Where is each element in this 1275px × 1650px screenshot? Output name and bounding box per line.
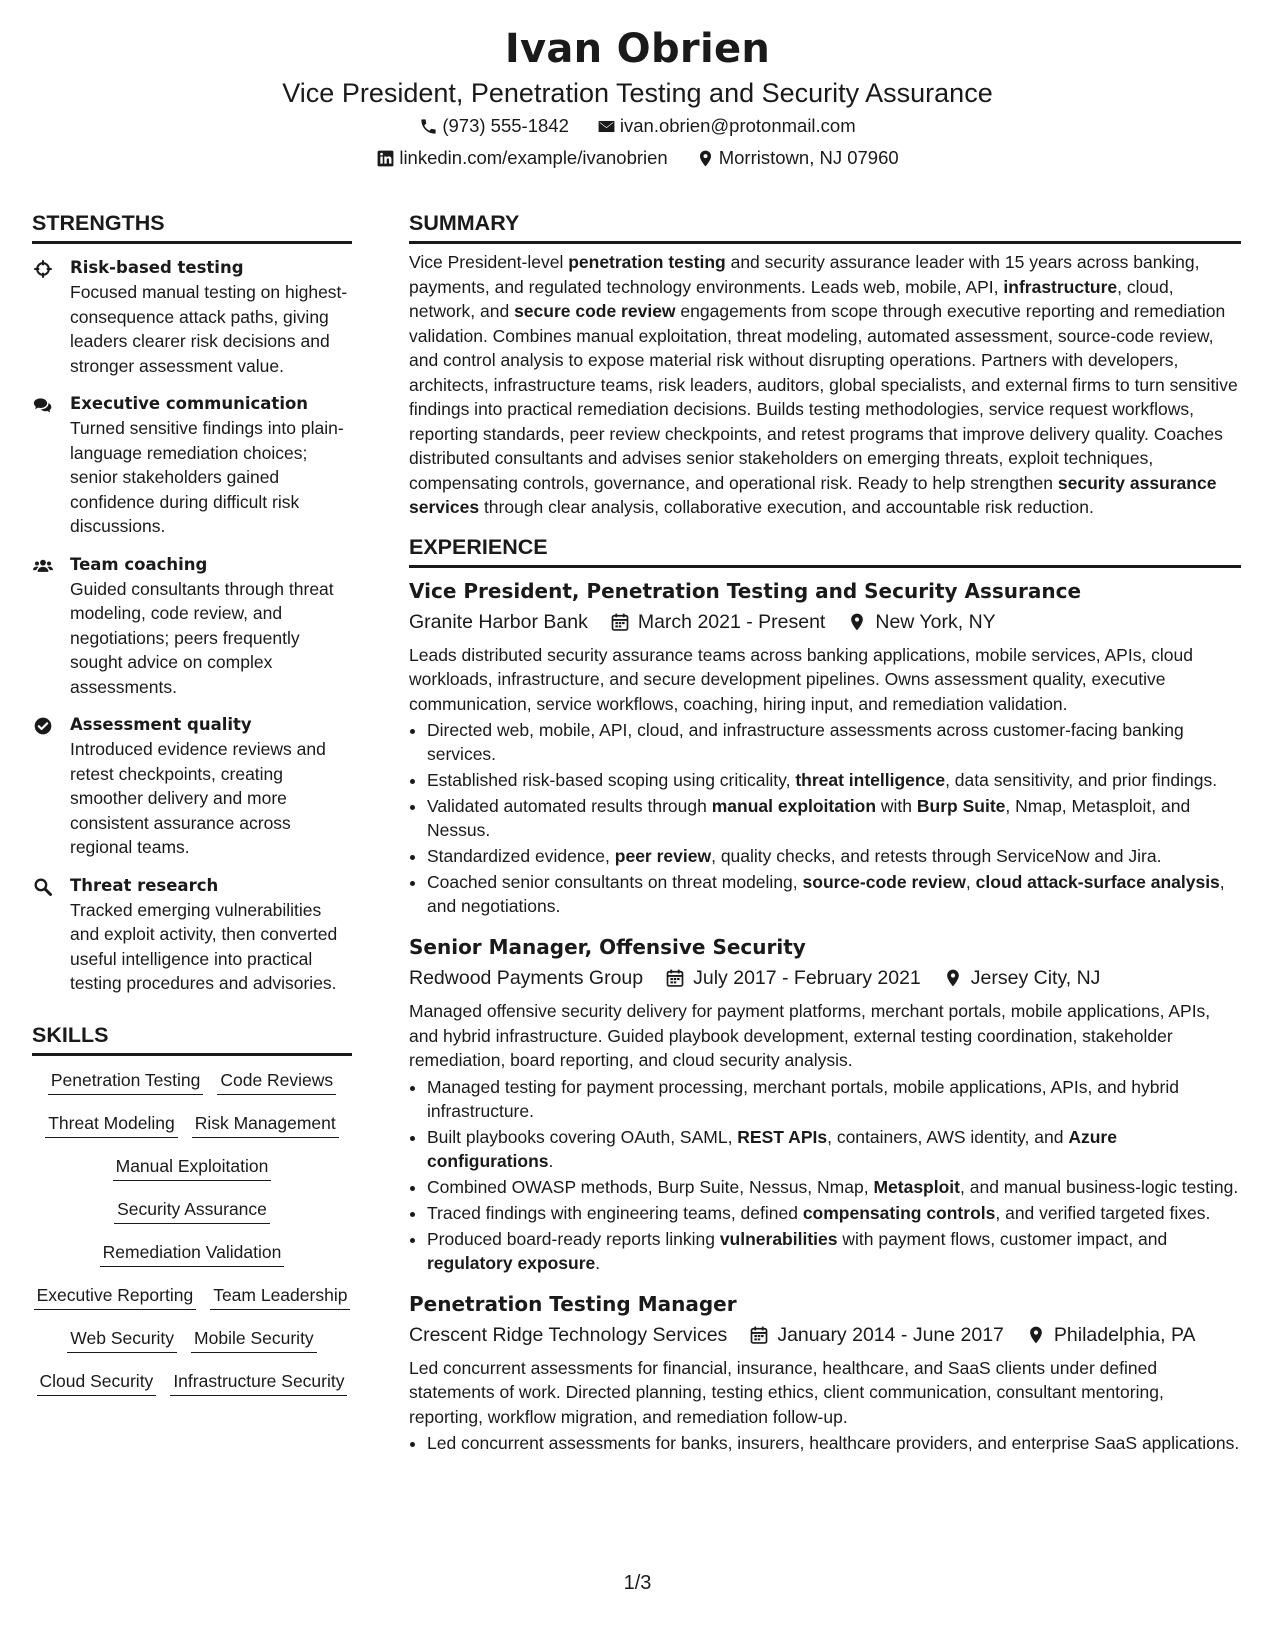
contact-row-1 [0,110,1275,142]
job-bullet: • Built playbooks covering OAuth, SAML, REST APIs, containers, AWS identity, and Azure configurations. [427,1125,1241,1173]
strengths-list [32,256,352,996]
job-bullet: • Managed testing for payment processing, merchant portals, mobile applications, APIs, and hybrid infrastructure. [427,1075,1241,1123]
job-bullet: • Coached senior consultants on threat modeling, source-code review, cloud attack-surface analysis, and negotiations. [427,870,1241,918]
job-meta [409,962,1241,994]
job-meta [409,606,1241,638]
map-pin-icon [1026,1325,1046,1345]
email-text: ivan.obrien@protonmail.com [619,115,856,136]
phone-text: (973) 555-1842 [442,115,569,136]
strength-item [32,256,352,378]
job-location: New York, NY [875,610,996,633]
job-location: Jersey City, NJ [970,967,1101,989]
skill-tag: Code Reviews [217,1068,336,1095]
skill-tag: Threat Modeling [45,1111,177,1138]
phone-contact[interactable] [419,110,569,142]
map-pin-icon [847,612,867,632]
calendar-icon [665,968,685,988]
map-pin-icon [696,149,715,168]
strength-title: Team coaching [70,554,208,574]
strength-title: Threat research [70,875,219,895]
users-icon [33,556,53,576]
location-contact [696,142,899,174]
strength-desc: Tracked emerging vulnerabilities and exploit activity, then converted useful intelligence into practical testing procedures and advisories. [70,899,338,993]
strength-title: Assessment quality [70,715,252,734]
job-description: Led concurrent assessments for financial, insurance, healthcare, and SaaS clients under defined statements of work. Directed planning, testing ethics, client communication, consultant mentoring, reporting, workflow migration, and remediation follow-up. [409,1357,1164,1427]
calendar-icon [749,1325,769,1345]
linkedin-contact[interactable] [376,142,667,174]
strength-title: Risk-based testing [70,258,244,277]
experience-heading: EXPERIENCE [409,530,1241,568]
job-bullet: • Directed web, mobile, API, cloud, and infrastructure assessments across customer-facing banking services. [427,718,1241,766]
job-bullet: • Traced findings with engineering teams, defined compensating controls, and verified targeted fixes. [427,1201,1241,1225]
job-bullet: • Validated automated results through manual exploitation with Burp Suite, Nmap, Metasploit, and Nessus. [427,794,1241,842]
calendar-icon [610,612,630,632]
comments-icon [33,395,53,415]
strengths-heading: STRENGTHS [32,206,352,244]
skill-tag: Infrastructure Security [170,1369,347,1396]
summary-text: Vice President-level penetration testing and security assurance leader with 15 years across banking, payments, and regulated technology environments. Leads web, mobile, API, infrastructure, cloud, network, and secure code review engagements from scope through executive reporting and remediation validation. Combines manual exploitation, threat modeling, automated assessment, source-code review, and control analysis to expose material risk without disrupting operations. Partners with developers, architects, infrastructure teams, risk leaders, auditors, global specialists, and external firms to turn sensitive findings into practical remediation decisions. Builds testing methodologies, service request workflows, reporting standards, peer review checkpoints, and retest programs that improve delivery quality. Coaches distributed consultants and advises senior stakeholders on emerging threats, exploit techniques, compensating controls, governance, and operational risk. Ready to help strengthen security assurance services through clear analysis, collaborative execution, and accountable risk reduction. [409,252,1238,517]
strength-item [32,874,352,996]
skill-tag: Remediation Validation [100,1240,285,1267]
summary-heading: SUMMARY [409,206,1241,244]
skill-tag: Risk Management [192,1111,339,1138]
skill-tag: Mobile Security [191,1326,317,1353]
job-dates: January 2014 - June 2017 [777,1323,1004,1346]
strength-item [32,553,352,700]
crosshair-icon [33,259,53,279]
strength-item [32,713,352,860]
skill-tag: Executive Reporting [34,1283,197,1310]
job-bullet: • Standardized evidence, peer review, quality checks, and retests through ServiceNow and Jira. [427,844,1241,868]
job-bullet: • Established risk-based scoping using criticality, threat intelligence, data sensitivity, and prior findings. [427,768,1241,792]
right-column [409,206,1241,1457]
job-entry [409,932,1241,1275]
job-title: Penetration Testing Manager [409,1291,737,1316]
company-name: Redwood Payments Group [409,967,644,989]
job-bullet: • Led concurrent assessments for banks, insurers, healthcare providers, and enterprise SaaS applications. [427,1431,1241,1455]
phone-icon [419,117,438,136]
job-dates: March 2021 - Present [637,610,826,633]
strength-item [32,392,352,539]
job-bullets [409,718,1241,918]
company-name: Crescent Ridge Technology Services [409,1323,728,1346]
skill-tag: Security Assurance [114,1197,270,1224]
job-bullet: • Combined OWASP methods, Burp Suite, Nessus, Nmap, Metasploit, and manual business-logic testing. [427,1175,1241,1199]
linkedin-text: linkedin.com/example/ivanobrien [399,147,668,168]
job-description: Managed offensive security delivery for payment platforms, merchant portals, mobile applications, APIs, and hybrid infrastructure. Guided playbook development, external testing coordination, stakeholder remediation, board reporting, and cloud security analysis. [409,1001,1211,1070]
strength-title: Executive communication [70,394,309,413]
skill-tag: Team Leadership [210,1283,350,1310]
job-entry [409,576,1241,919]
job-bullets [409,1075,1241,1275]
job-description: Leads distributed security assurance teams across banking applications, mobile services, APIs, cloud workloads, infrastructure, and secure development pipelines. Owns assessment quality, executive communication, service workflows, coaching, hiring input, and remediation validation. [409,644,1194,714]
location-text: Morristown, NJ 07960 [718,147,899,168]
skill-tag: Cloud Security [37,1369,157,1396]
strength-desc: Focused manual testing on highest-consequence attack paths, giving leaders clearer risk decisions and stronger assessment value. [70,282,348,376]
strength-desc: Introduced evidence reviews and retest checkpoints, creating smoother delivery and more consistent assurance across regional teams. [70,739,326,857]
email-contact[interactable] [597,110,856,142]
candidate-headline: Vice President, Penetration Testing and Security Assurance [282,78,993,108]
magnifier-icon [33,877,53,897]
linkedin-icon [376,149,395,168]
skills-heading: SKILLS [32,1018,352,1056]
experience-section [409,530,1241,1456]
skill-tag: Web Security [67,1326,177,1353]
left-column [32,206,352,1396]
job-location: Philadelphia, PA [1053,1323,1196,1346]
job-bullet: • Produced board-ready reports linking vulnerabilities with payment flows, customer impact, and regulatory exposure. [427,1227,1241,1275]
job-meta [409,1319,1241,1351]
candidate-name: Ivan Obrien [504,26,771,72]
job-bullets [409,1431,1241,1455]
job-entry [409,1289,1241,1456]
page-number: 1/3 [623,1572,652,1594]
job-title: Senior Manager, Offensive Security [409,935,806,959]
strength-desc: Guided consultants through threat modeling, code review, and negotiations; peers frequently sought advice on complex assessments. [70,578,334,697]
strength-desc: Turned sensitive findings into plain-language remediation choices; senior stakeholders gained confidence during difficult risk discussions. [70,418,344,536]
job-dates: July 2017 - February 2021 [693,967,921,989]
company-name: Granite Harbor Bank [409,610,588,633]
envelope-icon [597,117,616,136]
skill-tag: Penetration Testing [48,1068,204,1095]
map-pin-icon [943,968,963,988]
skills-list [32,1068,352,1396]
contact-row-2 [0,142,1275,174]
skill-tag: Manual Exploitation [113,1154,272,1181]
job-title: Vice President, Penetration Testing and Security Assurance [409,578,1082,603]
resume-header [0,20,1275,174]
check-circle-icon [33,716,53,736]
